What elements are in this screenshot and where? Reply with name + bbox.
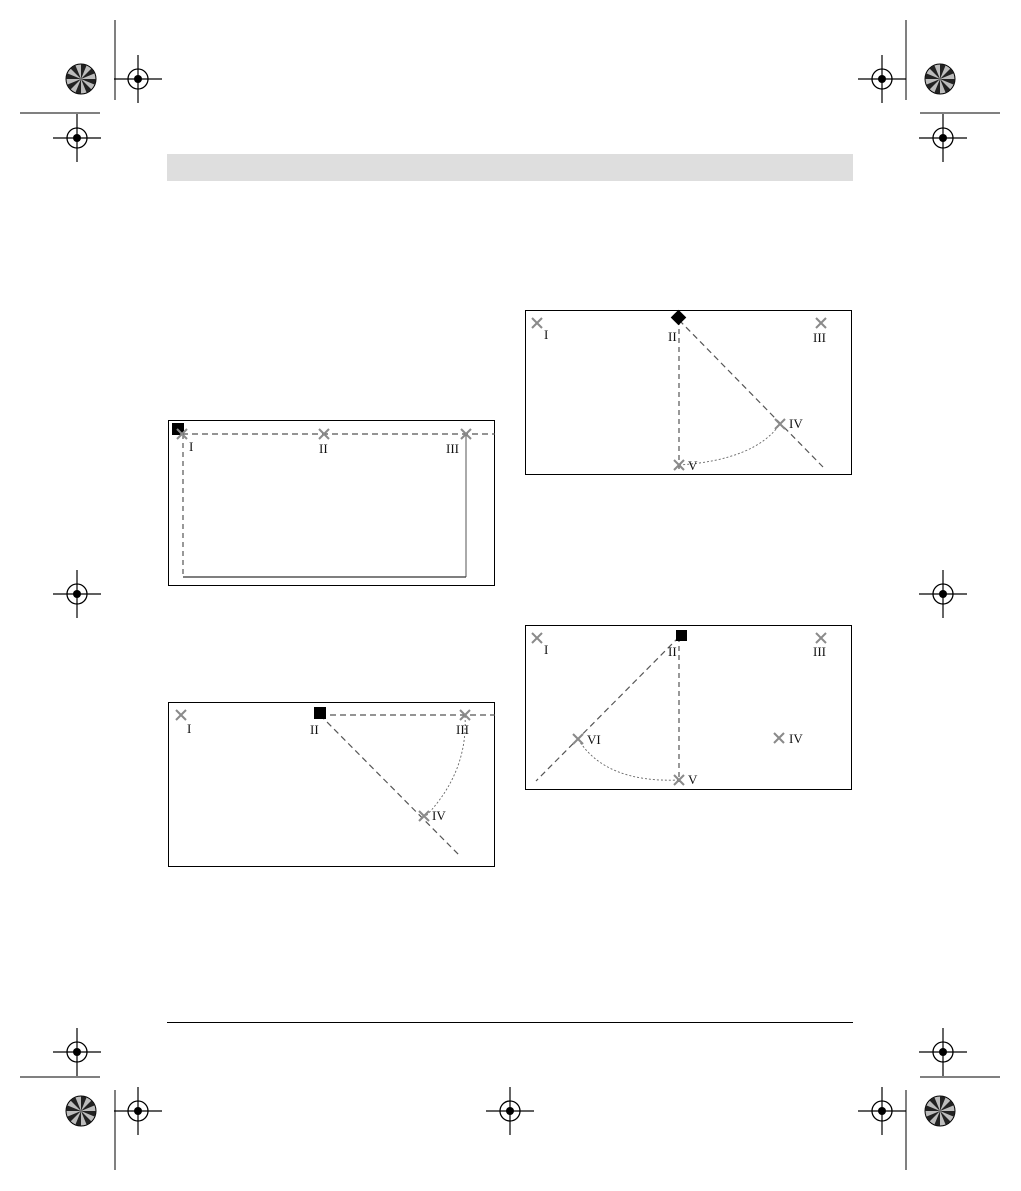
registration-mark-icon — [858, 1087, 906, 1135]
star-target-icon — [925, 1096, 955, 1126]
cross-mark-icon — [573, 734, 583, 744]
point-label: V — [688, 772, 698, 787]
star-target-icon — [925, 64, 955, 94]
laser-tool-icon — [314, 707, 326, 719]
registration-mark-icon — [919, 1028, 967, 1076]
registration-mark-icon — [53, 114, 101, 162]
registration-mark-icon — [919, 570, 967, 618]
figure-frame — [169, 703, 495, 867]
laser-tool-icon — [671, 310, 687, 326]
point-label: I — [189, 439, 194, 454]
point-label: VI — [587, 732, 601, 747]
point-label: IV — [789, 731, 803, 746]
figure-frame — [526, 311, 852, 475]
point-label: IV — [789, 416, 803, 431]
point-label: V — [688, 458, 698, 473]
point-label: I — [187, 721, 192, 736]
point-label: III — [813, 644, 826, 659]
point-label: I — [544, 327, 549, 342]
cross-mark-icon — [816, 318, 826, 328]
registration-mark-icon — [114, 55, 162, 103]
cross-mark-icon — [816, 633, 826, 643]
figure-frame — [526, 626, 852, 790]
dashed-line — [536, 637, 679, 781]
point-label: II — [668, 329, 677, 344]
cross-mark-icon — [774, 733, 784, 743]
point-label: I — [544, 642, 549, 657]
point-label: III — [456, 722, 469, 737]
point-label: II — [319, 441, 328, 456]
cross-mark-icon — [775, 419, 785, 429]
dashed-line — [679, 320, 823, 467]
point-label: III — [446, 441, 459, 456]
point-label: II — [668, 644, 677, 659]
point-label: II — [310, 722, 319, 737]
point-label: III — [813, 330, 826, 345]
diagram-figure-d — [525, 625, 852, 790]
registration-mark-icon — [114, 1087, 162, 1135]
cross-mark-icon — [532, 633, 542, 643]
registration-mark-icon — [53, 1028, 101, 1076]
diagram-figure-b — [168, 702, 495, 867]
point-label: IV — [432, 808, 446, 823]
registration-mark-icon — [53, 570, 101, 618]
cross-mark-icon — [532, 318, 542, 328]
registration-mark-icon — [919, 114, 967, 162]
star-target-icon — [66, 64, 96, 94]
registration-mark-icon — [486, 1087, 534, 1135]
star-target-icon — [66, 1096, 96, 1126]
cross-mark-icon — [176, 710, 186, 720]
dashed-line — [320, 715, 460, 856]
diagram-figure-c — [525, 310, 852, 475]
registration-mark-icon — [858, 55, 906, 103]
diagram-figure-a — [168, 420, 495, 586]
laser-tool-icon — [676, 630, 687, 641]
